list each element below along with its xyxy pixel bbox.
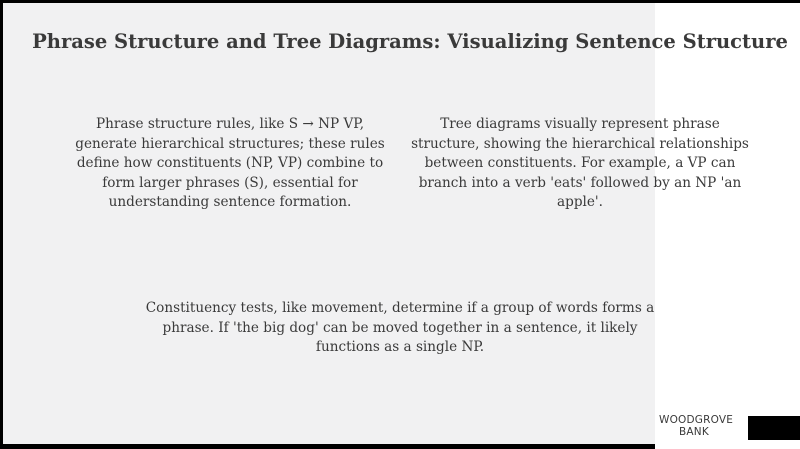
logo-line-2: BANK — [679, 426, 709, 438]
bottom-border — [0, 444, 655, 449]
paragraph-tree-diagrams: Tree diagrams visually represent phrase structure, showing the hierarchical relationships between constituents. For example, a VP can branch into a verb 'eats' followed by an NP 'an apple'. — [411, 116, 749, 210]
company-logo — [659, 414, 733, 438]
paragraph-phrase-structure-rules: Phrase structure rules, like S → NP VP, generate hierarchical structures; these rules define how constituents (NP, VP) combine to form larger phrases (S), essential for understanding sentence formation. — [75, 116, 385, 210]
logo-line-1: WOODGROVE — [659, 414, 734, 426]
slide-title: Phrase Structure and Tree Diagrams: Visualizing Sentence Structure — [32, 30, 788, 53]
left-border — [0, 0, 3, 449]
logo-block — [748, 416, 800, 440]
top-border — [0, 0, 800, 3]
paragraph-constituency-tests: Constituency tests, like movement, determine if a group of words forms a phrase. If 'the big dog' can be moved together in a sentence, it likely functions as a single NP. — [145, 300, 655, 355]
